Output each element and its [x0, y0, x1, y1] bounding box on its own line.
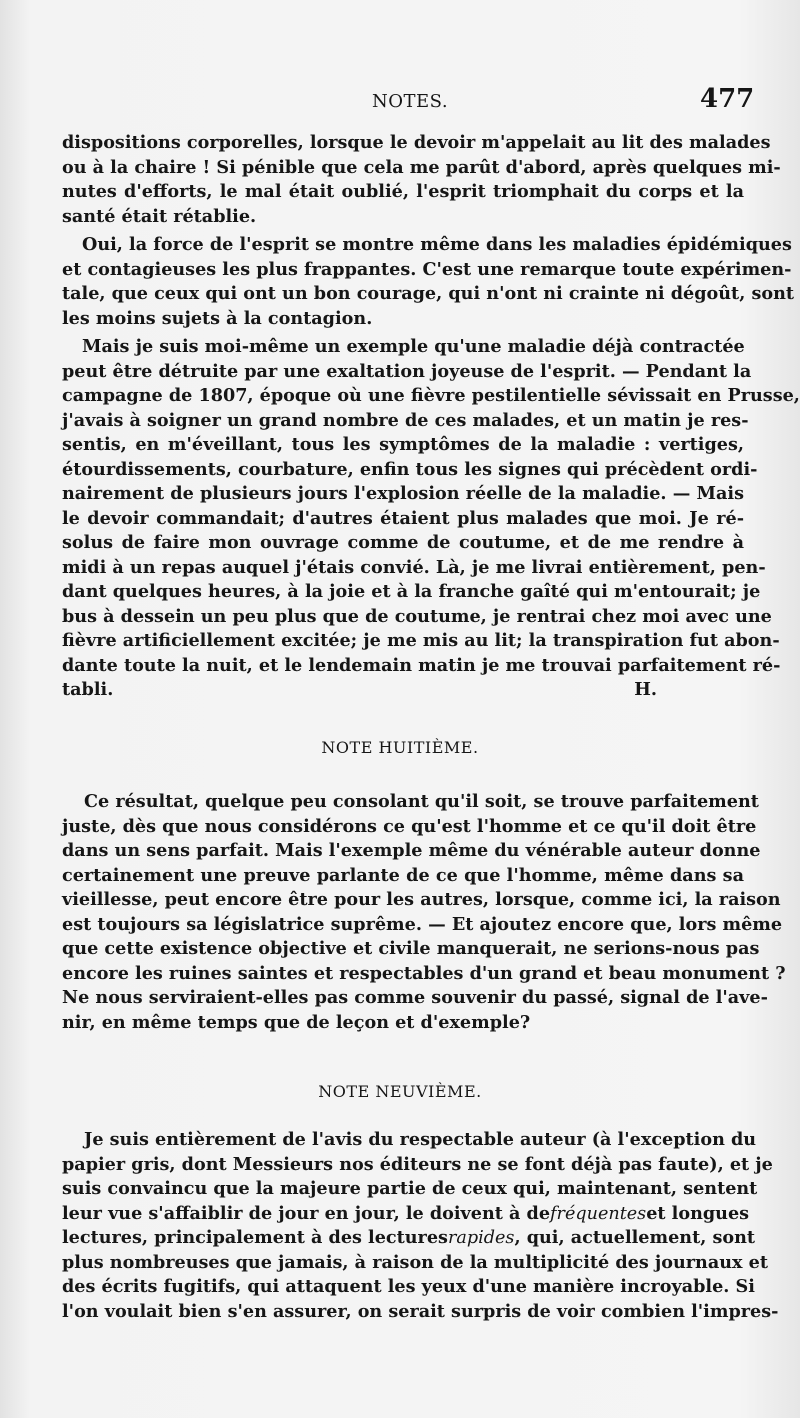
note-8-paragraph [62, 790, 786, 1035]
italic-word: rapides [447, 1228, 515, 1248]
note-9-paragraph [62, 1128, 779, 1324]
text-line: sentis, en m'éveillant, tous les symptômes de la maladie : vertiges, [62, 434, 744, 455]
text-line: des écrits fugitifs, qui attaquent les yeux d'une manière incroyable. Si [62, 1276, 755, 1297]
text-line: encore les ruines saintes et respectables d'un grand et beau monument ? [62, 962, 786, 984]
text-line: le devoir commandait; d'autres étaient plus malades que moi. Je ré- [62, 507, 744, 529]
paragraph-3 [62, 335, 800, 703]
text-line: tale, que ceux qui ont un bon courage, qui n'ont ni crainte ni dégoût, sont [62, 283, 794, 304]
text-line: l'on voulait bien s'en assurer, on serait surpris de voir combien l'impres- [62, 1300, 779, 1322]
running-title: NOTES. [372, 91, 449, 112]
italic-word: fréquentes [550, 1203, 647, 1224]
text-line: juste, dès que nous considérons ce qu'est l'homme et ce qu'il doit être [62, 815, 757, 837]
text-line: vieillesse, peut encore être pour les autres, lorsque, comme ici, la raison [62, 889, 781, 910]
text-line: Je suis entièrement de l'avis du respectable auteur (à l'exception du [84, 1129, 757, 1150]
text-line: dant quelques heures, à la joie et à la franche gaîté qui m'entourait; je [62, 581, 761, 602]
text-line: dante toute la nuit, et le lendemain matin je me trouvai parfaitement ré- [62, 654, 781, 676]
text-fragment: , qui, actuellement, sont [514, 1227, 756, 1248]
text-line: ou à la chaire ! Si pénible que cela me parût d'abord, après quelques mi- [62, 156, 781, 178]
text-line: nir, en même temps que de leçon et d'exemple? [62, 1011, 531, 1033]
text-line: bus à dessein un peu plus que de coutume, je rentrai chez moi avec une [62, 605, 772, 627]
text-line: midi à un repas auquel j'étais convié. Là, je me livrai entièrement, pen- [62, 556, 766, 578]
signature: H. [634, 679, 657, 700]
text-line: certainement une preuve parlante de ce que l'homme, même dans sa [62, 864, 744, 886]
text-line: dans un sens parfait. Mais l'exemple même du vénérable auteur donne [62, 840, 761, 861]
text-line: Mais je suis moi-même un exemple qu'une maladie déjà contractée [82, 336, 745, 357]
text-line: nairement de plusieurs jours l'explosion réelle de la maladie. — Mais [62, 483, 744, 504]
note-9-heading: NOTE NEUVIÈME. [318, 1082, 482, 1101]
text-line: tabli. [62, 679, 114, 700]
text-line: Ne nous serviraient-elles pas comme souvenir du passé, signal de l'ave- [62, 987, 768, 1008]
text-line: campagne de 1807, époque où une fièvre pestilentielle sévissait en Prusse, [62, 385, 800, 406]
text-line: Ce résultat, quelque peu consolant qu'il soit, se trouve parfaitement [84, 791, 759, 812]
text-line: papier gris, dont Messieurs nos éditeurs ne se font déjà pas faute), et je [62, 1153, 773, 1175]
text-line: solus de faire mon ouvrage comme de coutume, et de me rendre à [62, 532, 744, 553]
paragraph-2 [62, 233, 794, 331]
text-line: fièvre artificiellement excitée; je me mis au lit; la transpiration fut abon- [62, 630, 780, 651]
signature-line [62, 678, 657, 703]
page-number: 477 [700, 84, 755, 114]
text-fragment: et longues [646, 1202, 750, 1224]
note-8-heading: NOTE HUITIÈME. [321, 738, 479, 757]
text-line: dispositions corporelles, lorsque le devoir m'appelait au lit des malades [62, 132, 771, 153]
text-line: et contagieuses les plus frappantes. C'est une remarque toute expérimen- [62, 258, 792, 280]
text-line: plus nombreuses que jamais, à raison de la multiplicité des journaux et [62, 1251, 768, 1273]
text-line: j'avais à soigner un grand nombre de ces malades, et un matin je res- [62, 409, 749, 431]
paragraph-1 [62, 131, 781, 229]
text-line: est toujours sa législatrice suprême. — Et ajoutez encore que, lors même [62, 913, 783, 935]
text-line: Oui, la force de l'esprit se montre même dans les maladies épidémiques [82, 234, 792, 255]
running-head [0, 84, 800, 120]
text-fragment: lectures, principalement à des lectures [62, 1227, 448, 1248]
text-line-with-italic [62, 1226, 756, 1251]
text-line: suis convaincu que la majeure partie de ceux qui, maintenant, sentent [62, 1178, 758, 1199]
text-line: nutes d'efforts, le mal était oublié, l'esprit triomphait du corps et la [62, 181, 744, 202]
text-line-with-italic [62, 1202, 750, 1227]
text-line: peut être détruite par une exaltation joyeuse de l'esprit. — Pendant la [62, 360, 752, 382]
text-line: étourdissements, courbature, enfin tous les signes qui précèdent ordi- [62, 458, 758, 480]
text-line: les moins sujets à la contagion. [62, 307, 373, 329]
text-line: santé était rétablie. [62, 205, 257, 227]
text-fragment: leur vue s'affaiblir de jour en jour, le doivent à de [62, 1202, 551, 1224]
text-line: que cette existence objective et civile manquerait, ne serions-nous pas [62, 938, 760, 959]
